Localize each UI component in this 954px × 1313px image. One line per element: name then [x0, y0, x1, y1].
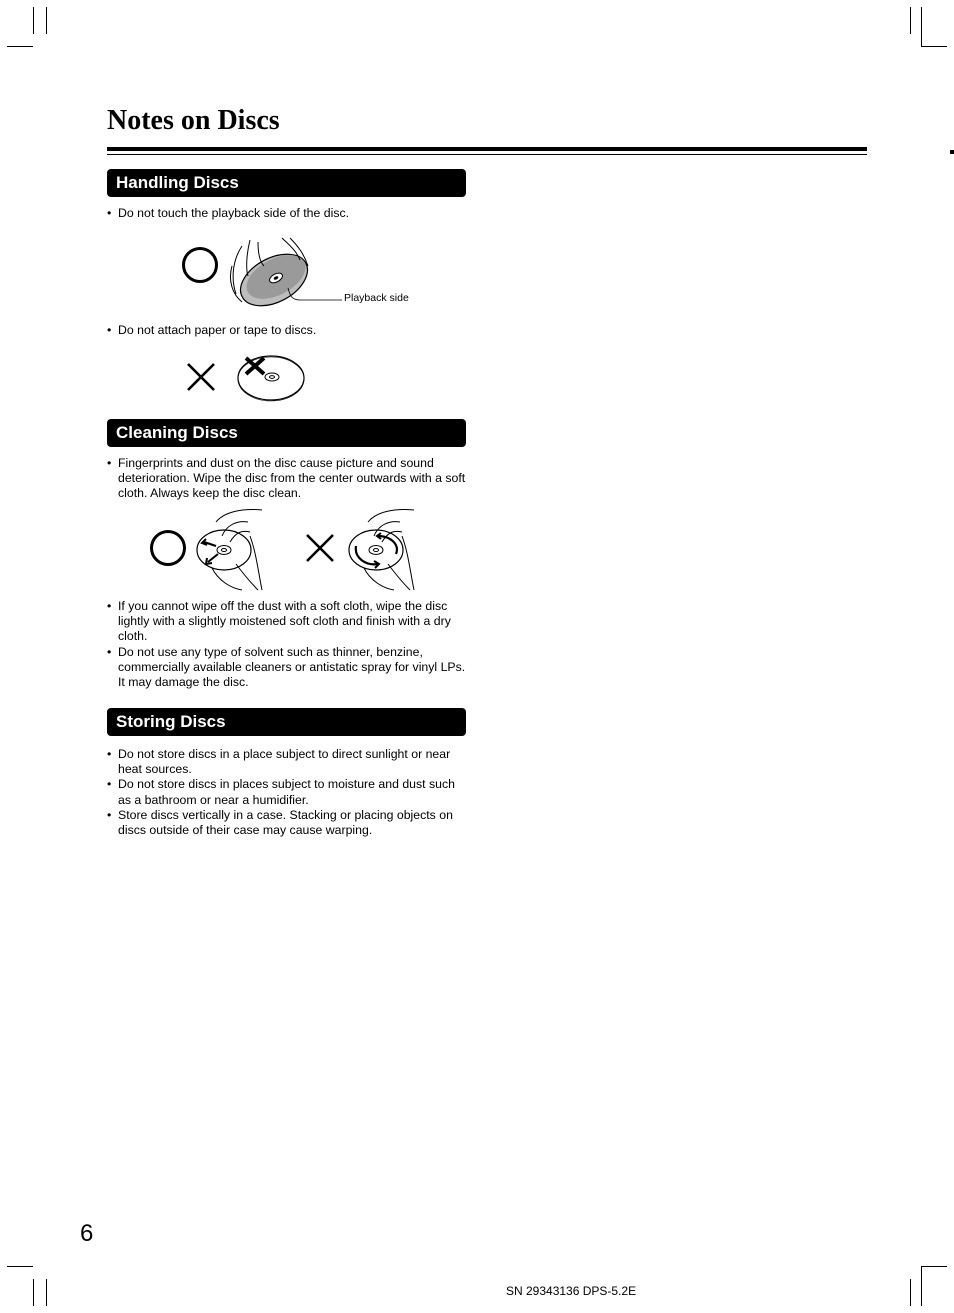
cross-incorrect-icon	[305, 533, 335, 563]
list-item: • Fingerprints and dust on the disc cause picture and sound deterioration. Wipe the disc from the center outwards with a soft cloth. Always keep the disc clean.	[107, 456, 469, 502]
circle-correct-icon	[180, 246, 220, 286]
crop-mark	[910, 1279, 911, 1306]
page-number: 6	[80, 1220, 94, 1247]
crop-mark	[921, 7, 922, 47]
wipe-center-outwards-illustration	[196, 506, 268, 592]
crop-mark	[33, 1279, 34, 1306]
list-item: • Store discs vertically in a case. Stacking or placing objects on discs outside of their case may cause warping.	[107, 808, 469, 838]
section-heading-cleaning: Cleaning Discs	[107, 419, 466, 447]
list-item: • Do not store discs in a place subject to direct sunlight or near heat sources.	[107, 747, 469, 777]
title-rule-thick	[107, 147, 867, 151]
list-item: • Do not store discs in places subject to moisture and dust such as a bathroom or near a humidifier.	[107, 777, 469, 807]
list-item: • If you cannot wipe off the dust with a soft cloth, wipe the disc lightly with a slightly moistened soft cloth and finish with a dry cloth.	[107, 599, 469, 645]
crop-mark	[46, 1279, 47, 1306]
page-title: Notes on Discs	[107, 105, 280, 136]
handling-bullets-1	[107, 206, 469, 221]
crop-mark	[7, 1266, 33, 1267]
playback-side-label: Playback side	[344, 292, 409, 304]
list-item: • Do not touch the playback side of the disc.	[107, 206, 469, 221]
crop-mark	[7, 46, 33, 47]
cross-incorrect-icon	[186, 362, 216, 392]
crop-mark	[921, 1266, 922, 1306]
crop-mark	[921, 46, 947, 47]
section-heading-storing: Storing Discs	[107, 708, 466, 736]
wipe-circular-illustration	[348, 506, 420, 592]
crop-mark	[33, 7, 34, 34]
section-heading-handling: Handling Discs	[107, 169, 466, 197]
handling-bullets-2	[107, 323, 469, 338]
title-rule-thin	[107, 154, 867, 155]
circle-correct-icon	[148, 528, 188, 568]
hand-holding-disc-illustration	[228, 236, 348, 308]
crop-mark	[921, 1266, 947, 1267]
crop-mark	[46, 7, 47, 34]
cleaning-bullets-2	[107, 599, 469, 690]
cleaning-bullets-1	[107, 456, 469, 502]
disc-with-tape-illustration	[236, 352, 308, 404]
footer-code: SN 29343136 DPS-5.2E	[506, 1284, 637, 1298]
list-item: • Do not attach paper or tape to discs.	[107, 323, 469, 338]
storing-bullets	[107, 747, 469, 838]
list-item: • Do not use any type of solvent such as thinner, benzine, commercially available cleaners or antistatic spray for vinyl LPs. It may damage the disc.	[107, 645, 469, 691]
crop-mark	[950, 150, 954, 154]
crop-mark	[910, 7, 911, 34]
